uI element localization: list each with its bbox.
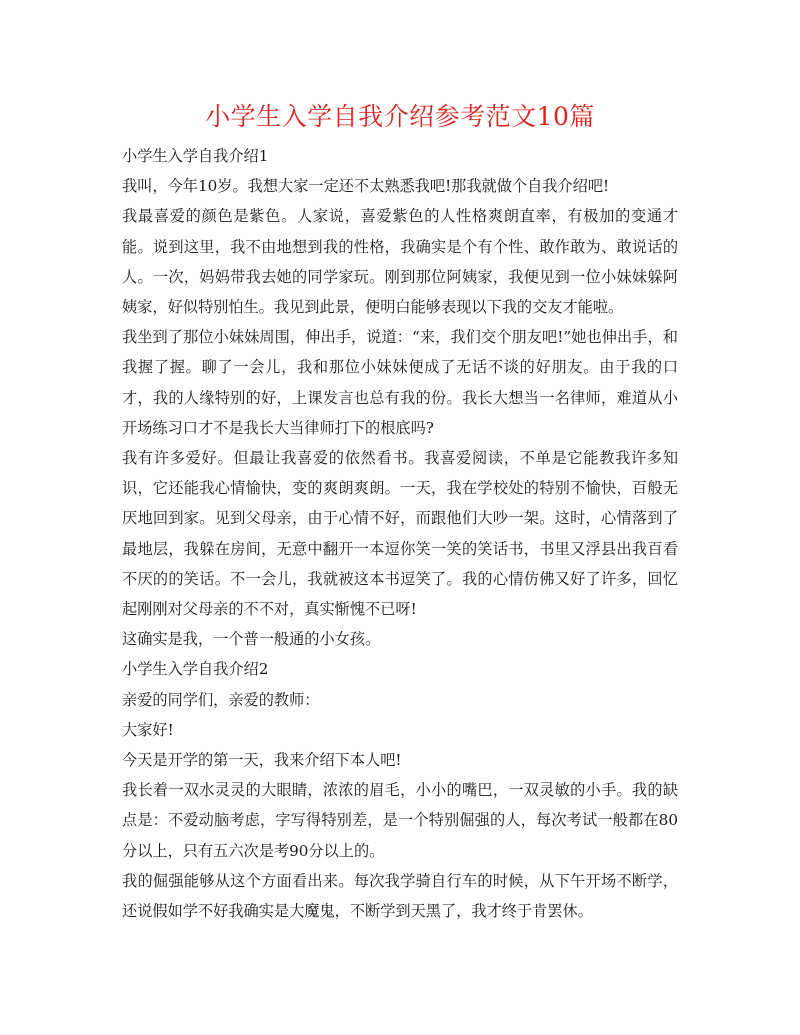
- paragraph: 我叫，今年10岁。我想大家一定还不太熟悉我吧!那我就做个自我介绍吧!: [122, 177, 610, 196]
- paragraph: 我坐到了那位小妹妹周围，伸出手，说道：“来，我们交个朋友吧!”她也伸出手，和我握了握。聊了一会儿，我和那位小妹妹便成了无话不谈的好朋友。由于我的口才，我的人缘特别的好，上课发言也总有我的份。我长大想当一名律师，难道从小开场练习口才不是我长大当律师打下的根底吗?: [122, 328, 678, 437]
- document-page: [122, 98, 678, 926]
- document-body: [122, 141, 678, 926]
- section-heading: 小学生入学自我介绍2: [122, 660, 269, 679]
- paragraph: 我最喜爱的颜色是紫色。人家说，喜爱紫色的人性格爽朗直率，有极加的变通才能。说到这里，我不由地想到我的性格，我确实是个有个性、敢作敢为、敢说话的人。一次，妈妈带我去她的同学家玩。刚到那位阿姨家，我便见到一位小妹妹躲阿姨家，好似特别怕生。我见到此景，便明白能够表现以下我的交友才能啦。: [122, 207, 678, 317]
- document-title: 小学生入学自我介绍参考范文10篇: [205, 102, 595, 131]
- paragraph: 大家好!: [122, 720, 174, 739]
- paragraph: 我长着一双水灵灵的大眼睛，浓浓的眉毛，小小的嘴巴，一双灵敏的小手。我的缺点是：不爱动脑考虑，字写得特别差，是一个特别倔强的人，每次考试一般都在80分以上，只有五六次是考90分以上的。: [122, 781, 678, 860]
- paragraph: 亲爱的同学们，亲爱的教师：: [122, 690, 320, 709]
- section-heading: 小学生入学自我介绍1: [122, 147, 269, 165]
- paragraph: 今天是开学的第一天，我来介绍下本人吧!: [122, 751, 402, 770]
- paragraph: 这确实是我，一个普一般通的小女孩。: [122, 630, 381, 649]
- paragraph: 我的倔强能够从这个方面看出来。每次我学骑自行车的时候，从下午开场不断学，还说假如学不好我确实是大魔鬼，不断学到天黑了，我才终于肯罢休。: [122, 871, 678, 921]
- paragraph: 我有许多爱好。但最让我喜爱的依然看书。我喜爱阅读，不单是它能教我许多知识，它还能我心情愉快，变的爽朗爽朗。一天，我在学校处的特别不愉快，百般无厌地回到家。见到父母亲，由于心情不好，而跟他们大吵一架。这时，心情落到了最地层，我躲在房间，无意中翻开一本逗你笑一笑的笑话书，书里又浮县出我百看不厌的的笑话。不一会儿，我就被这本书逗笑了。我的心情仿佛又好了许多，回忆起刚刚对父母亲的不不对，真实惭愧不已呀!: [122, 449, 678, 619]
